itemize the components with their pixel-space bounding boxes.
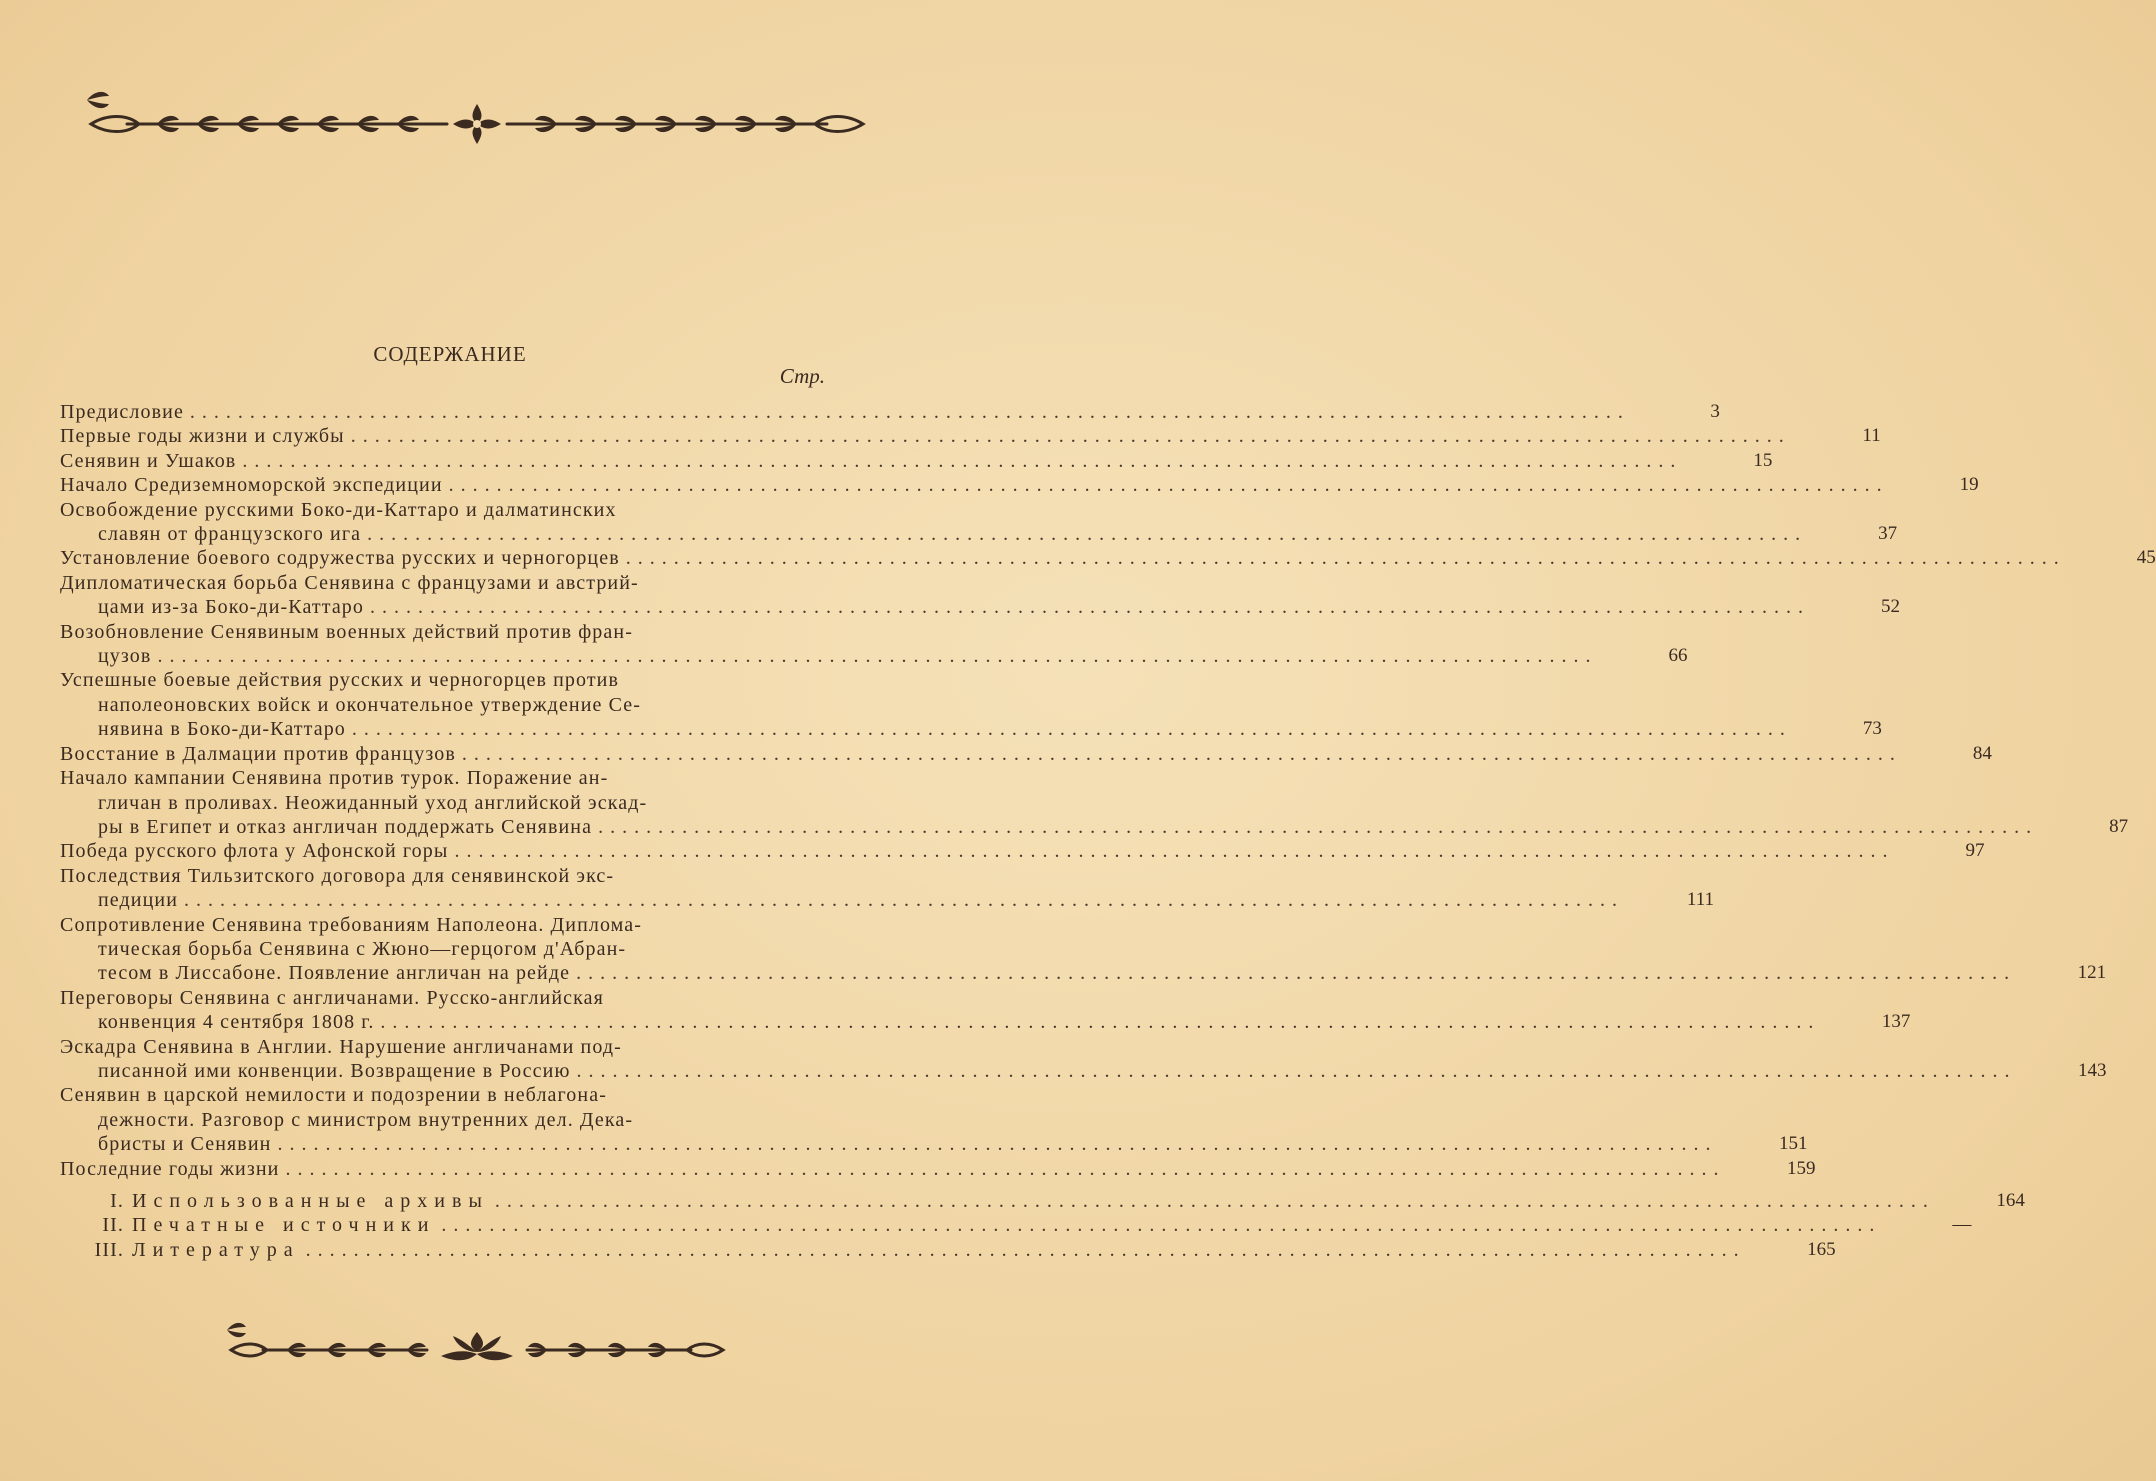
toc-entry-line [60,546,2066,570]
toc-entry [60,546,2156,570]
appendix-numeral: III. [94,1238,124,1261]
appendix-text: Литература [132,1238,300,1261]
toc-line-text: ры в Египет и отказ англичан поддержать Сенявина [98,815,593,838]
toc-entry-line [60,1059,2016,1083]
leader-dots: ........................................................................................................................ [461,742,1902,765]
appendix-text: Использованные архивы [132,1190,489,1212]
toc-entry-line [60,473,1889,497]
toc-entry [60,473,1979,497]
bottom-ornament [0,1330,953,1370]
toc-line-text: гличан в проливах. Неожиданный уход английской эскад- [98,791,648,814]
leader-dots: ........................................................................................................................ [350,425,1791,448]
toc-entry [60,864,1715,913]
toc-line-text: Начало кампании Сенявина против турок. Поражение ан- [60,767,609,790]
appendix-entry [60,1189,2025,1213]
appendix-line [60,1213,1881,1237]
toc-entry-title [60,986,1820,1035]
toc-line-text: педиции [98,889,179,912]
toc-entry-line [60,644,1597,668]
appendix-page-number: — [1952,1214,1972,1236]
toc-line-text: конвенция 4 сентября 1808 г. [98,1011,375,1034]
leader-dots: ........................................................................................................................ [242,449,1683,472]
toc-entry-line [60,571,1810,595]
toc-entry [60,571,1901,620]
toc-page-number: 37 [1878,523,1898,545]
toc-entry [60,668,1882,741]
toc-entry-line [60,791,2038,815]
toc-page-number: 66 [1668,645,1688,667]
toc-line-text: Последствия Тильзитского договора для сенявинской экс- [60,864,615,887]
leader-dots: ........................................................................................................................ [367,523,1808,546]
floral-border-icon [87,100,867,148]
toc-page-number: 143 [2077,1059,2107,1081]
toc-page-number: 87 [2109,815,2129,837]
toc-entry [60,424,1881,448]
leader-dots: ........................................................................................................................ [305,1238,1746,1261]
toc-line-text: Сопротивление Сенявина требованиям Наполеона. Диплома- [60,913,643,936]
toc-entry-line [60,815,2038,839]
toc-entry-line [60,937,2016,961]
toc-line-text: Победа русского флота у Афонской горы [60,840,449,863]
leader-dots: ........................................................................................................................ [576,962,2017,985]
leader-dots: ........................................................................................................................ [576,1059,2017,1082]
toc-entry-title [60,839,1894,863]
toc-entry-line [60,424,1791,448]
toc-line-text: дежности. Разговор с министром внутренних дел. Дека- [98,1108,634,1131]
toc-entry-title [60,1083,1717,1156]
leader-dots: ........................................................................................................................ [441,1214,1882,1237]
appendix-title [60,1238,1746,1262]
toc-page-number: 3 [1710,401,1720,422]
toc-line-text: нявина в Боко-ди-Каттаро [98,718,346,741]
toc-entry-title [60,668,1792,741]
toc-entry-line [60,1010,1820,1034]
toc-entry [60,620,1688,669]
toc-line-text: писанной ими конвенции. Возвращение в Россию [98,1059,571,1082]
toc-line-text: Освобождение русскими Боко-ди-Каттаро и далматинских [60,498,617,521]
toc-page-number: 111 [1686,889,1715,911]
toc-entry-line [60,498,1807,522]
toc-line-text: Эскадра Сенявина в Англии. Нарушение англичанами под- [60,1035,622,1058]
toc-line-text: цузов [98,645,152,668]
toc-entry-line [60,1083,1717,1107]
toc-entry-line [60,717,1792,741]
toc-entry-line [60,864,1624,888]
toc-page-number: 11 [1862,425,1881,447]
appendix-line [60,1189,1935,1213]
toc-entry-title [60,546,2066,570]
leader-dots: ........................................................................................................................ [454,840,1895,863]
toc-line-text: Восстание в Далмации против французов [60,742,456,765]
table-of-contents [60,400,2156,1262]
leader-dots: ........................................................................................................................ [625,547,2066,570]
toc-page-number: 73 [1862,718,1882,740]
toc-entry-line [60,742,1902,766]
toc-page-number: 84 [1972,742,1992,764]
appendix-entry [60,1238,1836,1262]
toc-entry-line [60,986,1820,1010]
toc-page-number: 52 [1881,596,1901,618]
appendix-line [60,1238,1746,1262]
leader-dots: ........................................................................................................................ [380,1011,1821,1034]
toc-entry-title [60,620,1597,669]
toc-line-text: Возобновление Сенявиным военных действий против фран- [60,620,633,643]
toc-page-number: 15 [1753,449,1773,471]
toc-line-text: бристы и Сенявин [98,1133,272,1156]
toc-entry-title [60,424,1791,448]
toc-line-text: цами из-за Боко-ди-Каттаро [98,596,365,619]
floral-tailpiece-icon [227,1330,727,1370]
toc-entry-line [60,766,2038,790]
toc-entry [60,449,1773,473]
toc-entry [60,498,1898,547]
toc-entry [60,1035,2107,1084]
toc-entry-title [60,400,1630,424]
toc-entry-title [60,864,1624,913]
leader-dots: ........................................................................................................................ [277,1133,1718,1156]
toc-entry [60,986,1911,1035]
page-column-label: Стр. [779,364,825,388]
appendix-entry [60,1213,1972,1237]
toc-entry [60,742,1992,766]
toc-page-number: 137 [1881,1011,1911,1033]
leader-dots: ........................................................................................................................ [285,1157,1726,1180]
toc-line-text: Сенявин в царской немилости и подозрении в неблагона- [60,1084,607,1107]
toc-page-number: 121 [2077,962,2107,984]
toc-entry-line [60,693,1792,717]
appendix-title [60,1189,1935,1213]
toc-entry-title [60,498,1807,547]
toc-entry [60,1157,1816,1181]
toc-page-number: 97 [1965,840,1985,862]
toc-entry-line [60,595,1810,619]
leader-dots: ........................................................................................................................ [494,1190,1935,1212]
toc-page-number: 159 [1786,1157,1816,1179]
toc-line-text: Сенявин и Ушаков [60,449,237,472]
top-ornament [0,100,953,148]
toc-entry [60,839,1985,863]
toc-line-text: Предисловие [60,401,184,423]
toc-entry-title [60,473,1889,497]
toc-entry-line [60,1108,1717,1132]
leader-dots: ........................................................................................................................ [157,645,1598,668]
leader-dots: ........................................................................................................................ [189,401,1630,423]
toc-line-text: Успешные боевые действия русских и черногорцев против [60,669,620,692]
toc-page-number: 19 [1959,474,1979,496]
toc-line-text: Первые годы жизни и службы [60,425,345,448]
toc-entry-line [60,961,2016,985]
appendix-numeral: I. [110,1190,124,1212]
toc-line-text: тическая борьба Сенявина с Жюно—герцогом д'Абран- [98,937,627,960]
appendix-page-number: 164 [1996,1190,2025,1211]
toc-line-text: Последние годы жизни [60,1157,280,1180]
appendix-page-number: 165 [1807,1238,1836,1260]
spacer [60,1181,840,1189]
toc-entry [60,913,2107,986]
appendix-numeral: II. [102,1214,124,1237]
toc-line-text: Начало Средиземноморской экспедиции [60,474,443,497]
toc-entry-line [60,839,1894,863]
toc-entry-title [60,1035,2016,1084]
toc-entry-line [60,449,1682,473]
toc-entry-line [60,1035,2016,1059]
toc-entry-title [60,913,2016,986]
toc-entry-title [60,742,1902,766]
toc-entry-title [60,766,2038,839]
toc-entry [60,1083,1808,1156]
toc-entry-line [60,888,1624,912]
toc-line-text: славян от французского ига [98,523,362,546]
toc-entry-line [60,1132,1717,1156]
toc-entry [60,400,1720,424]
toc-entry-line [60,400,1630,424]
appendix-title [60,1213,1881,1237]
toc-entry-title [60,449,1682,473]
toc-entry-line [60,522,1807,546]
toc-line-text: Дипломатическая борьба Сенявина с французами и австрий- [60,571,639,594]
leader-dots: ........................................................................................................................ [370,596,1811,619]
toc-page-number: 151 [1778,1133,1808,1155]
toc-entry-title [60,1157,1725,1181]
toc-entry-line [60,913,2016,937]
appendix-text: Печатные источники [132,1214,436,1237]
leader-dots: ........................................................................................................................ [598,815,2039,838]
toc-entry-line [60,668,1792,692]
toc-line-text: наполеоновских войск и окончательное утверждение Се- [98,693,642,716]
toc-line-text: Переговоры Сенявина с англичанами. Русско-английская [60,986,604,1009]
toc-entry-title [60,571,1810,620]
leader-dots: ........................................................................................................................ [448,474,1889,497]
toc-page-number: 45 [2136,547,2156,569]
toc-line-text: Установление боевого содружества русских и черногорцев [60,547,620,570]
toc-entry [60,766,2129,839]
toc-line-text: тесом в Лиссабоне. Появление англичан на рейде [98,962,571,985]
toc-entry-line [60,620,1597,644]
leader-dots: ........................................................................................................................ [184,889,1625,912]
toc-heading: СОДЕРЖАНИЕ [373,342,527,366]
leader-dots: ........................................................................................................................ [351,718,1792,741]
toc-entry-line [60,1157,1725,1181]
